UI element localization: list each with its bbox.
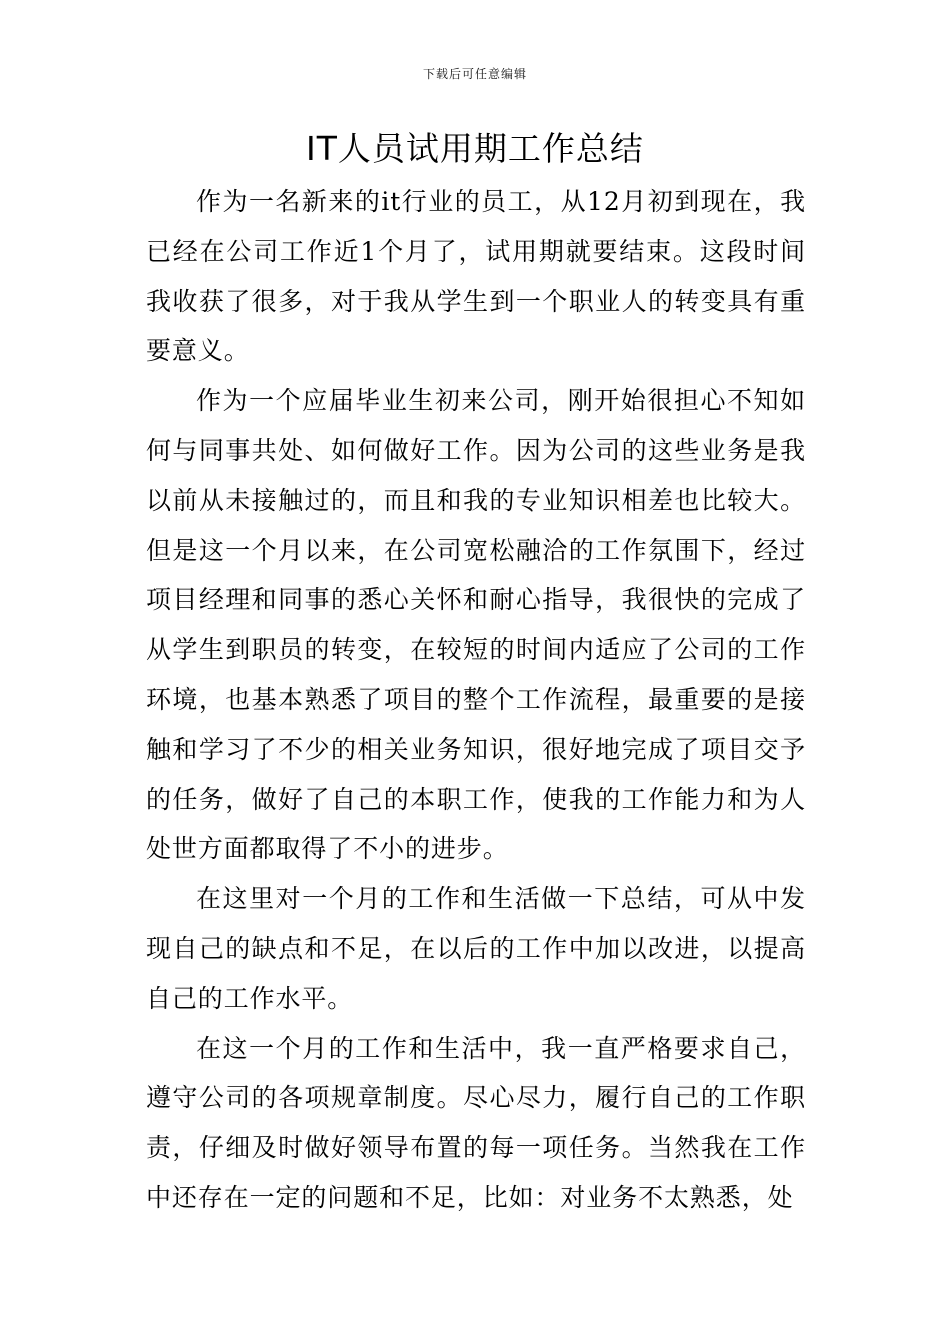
paragraph: 在这里对一个月的工作和生活做一下总结，可从中发现自己的缺点和不足，在以后的工作中加以改进，以提高自己的工作水平。: [146, 884, 806, 1013]
paragraph: 作为一个应届毕业生初来公司，刚开始很担心不知如何与同事共处、如何做好工作。因为公司的这些业务是我以前从未接触过的，而且和我的专业知识相差也比较大。但是这一个月以来，在公司宽松融洽的工作氛围下，经过项目经理和同事的悉心关怀和耐心指导，我很快的完成了从学生到职员的转变，在较短的时间内适应了公司的工作环境，也基本熟悉了项目的整个工作流程，最重要的是接触和学习了不少的相关业务知识，很好地完成了项目交予的任务，做好了自己的本职工作，使我的工作能力和为人处世方面都取得了不小的进步。: [146, 386, 806, 864]
document-title: IT人员试用期工作总结: [306, 129, 644, 168]
paragraph: 作为一名新来的it行业的员工，从12月初到现在，我已经在公司工作近1个月了，试用期就要结束。这段时间我收获了很多，对于我从学生到一个职业人的转变具有重要意义。: [146, 187, 806, 366]
document-body: [146, 177, 806, 1223]
header-note: 下载后可任意编辑: [422, 67, 527, 81]
paragraph: 在这一个月的工作和生活中，我一直严格要求自己，遵守公司的各项规章制度。尽心尽力，履行自己的工作职责，仔细及时做好领导布置的每一项任务。当然我在工作中还存在一定的问题和不足，比如：对业务不太熟悉，处: [146, 1033, 806, 1212]
